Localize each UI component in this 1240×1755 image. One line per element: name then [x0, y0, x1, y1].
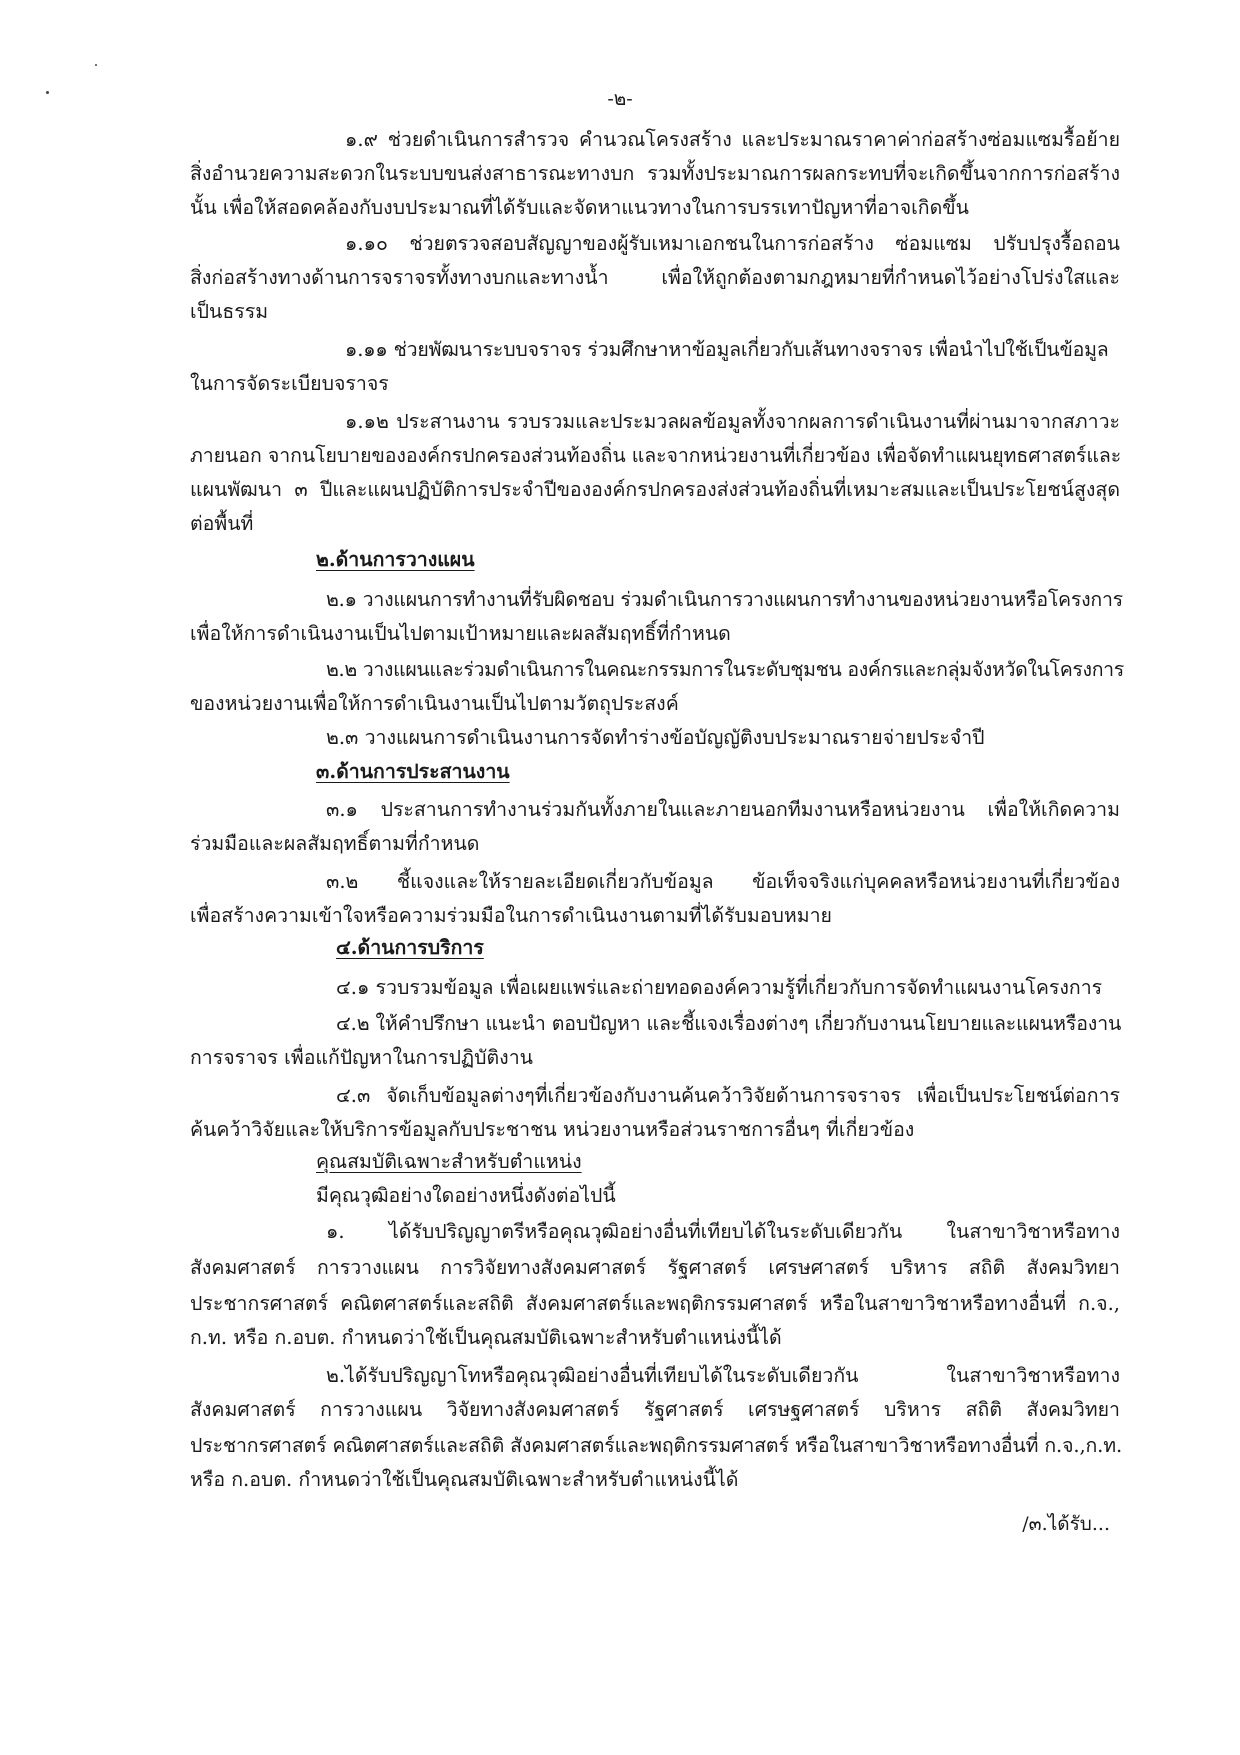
paragraph-line: สิ่งก่อสร้างทางด้านการจราจรทั้งทางบกและทางน้ำ เพื่อให้ถูกต้องตามกฎหมายที่กำหนดไว้อย่างโปร่งใสและ	[190, 266, 1120, 289]
paragraph-line: สังคมศาสตร์ การวางแผน วิจัยทางสังคมศาสตร์ รัฐศาสตร์ เศรษฐศาสตร์ บริหาร สถิติ สังคมวิทยา	[190, 1398, 1120, 1421]
paragraph-line: เพื่อสร้างความเข้าใจหรือความร่วมมือในการดำเนินงานตามที่ได้รับมอบหมาย	[190, 904, 832, 927]
paragraph-line: ต่อพื้นที่	[190, 512, 254, 535]
paragraph-line: ๔.๓ จัดเก็บข้อมูลต่างๆที่เกี่ยวข้องกับงานค้นคว้าวิจัยด้านการจราจร เพื่อเป็นประโยชน์ต่อการ	[336, 1084, 1120, 1107]
paragraph-line: ในการจัดระเบียบจราจร	[190, 372, 389, 395]
paragraph-line: ๑.๑๐ ช่วยตรวจสอบสัญญาของผู้รับเหมาเอกชนในการก่อสร้าง ซ่อมแซม ปรับปรุงรื้อถอน	[345, 232, 1120, 255]
paragraph-line: ค้นคว้าวิจัยและให้บริการข้อมูลกับประชาชน หน่วยงานหรือส่วนราชการอื่นๆ ที่เกี่ยวข้อง	[190, 1118, 915, 1141]
continuation-note: /๓.ได้รับ...	[1022, 1513, 1110, 1535]
paragraph-line: หรือ ก.อบต. กำหนดว่าใช้เป็นคุณสมบัติเฉพาะสำหรับตำแหน่งนี้ได้	[190, 1468, 739, 1491]
paragraph-line: ๒.๒ วางแผนและร่วมดำเนินการในคณะกรรมการในระดับชุมชน องค์กรและกลุ่มจังหวัดในโครงการ	[326, 658, 1124, 681]
paragraph-line: ของหน่วยงานเพื่อให้การดำเนินงานเป็นไปตามวัตถุประสงค์	[190, 692, 679, 715]
paragraph-line: การจราจร เพื่อแก้ปัญหาในการปฏิบัติงาน	[190, 1046, 533, 1069]
section-heading: ๔.ด้านการบริการ	[336, 936, 484, 959]
paragraph-line: เพื่อให้การดำเนินงานเป็นไปตามเป้าหมายและผลสัมฤทธิ์ที่กำหนด	[190, 622, 731, 645]
paragraph-line: ๔.๒ ให้คำปรึกษา แนะนำ ตอบปัญหา และชี้แจงเรื่องต่างๆ เกี่ยวกับงานนโยบายและแผนหรืองาน	[336, 1012, 1122, 1035]
paragraph-line: ๒.๓ วางแผนการดำเนินงานการจัดทำร่างข้อบัญญัติงบประมาณรายจ่ายประจำปี	[326, 726, 985, 749]
paragraph-line: ๑.๑๒ ประสานงาน รวบรวมและประมวลผลข้อมูลทั้งจากผลการดำเนินงานที่ผ่านมาจากสภาวะ	[345, 410, 1120, 433]
paragraph-line: เป็นธรรม	[190, 300, 269, 323]
paragraph-line: ๑.๑๑ ช่วยพัฒนาระบบจราจร ร่วมศึกษาหาข้อมูลเกี่ยวกับเส้นทางจราจร เพื่อนำไปใช้เป็นข้อมูล	[345, 338, 1109, 361]
paragraph-line: ๓.๒ ชี้แจงและให้รายละเอียดเกี่ยวกับข้อมูล ข้อเท็จจริงแก่บุคคลหรือหน่วยงานที่เกี่ยวข้อง	[326, 870, 1120, 893]
paragraph-line: ประชากรศาสตร์ คณิตศาสตร์และสถิติ สังคมศาสตร์และพฤติกรรมศาสตร์ หรือในสาขาวิชาหรือทางอื่นที่ ก.จ.,ก.ท.	[190, 1434, 1122, 1457]
paragraph-line: นั้น เพื่อให้สอดคล้องกับงบประมาณที่ได้รับและจัดหาแนวทางในการบรรเทาปัญหาที่อาจเกิดขึ้น	[190, 196, 969, 219]
paragraph-line: มีคุณวุฒิอย่างใดอย่างหนึ่งดังต่อไปนี้	[316, 1184, 616, 1207]
paragraph-line: ร่วมมือและผลสัมฤทธิ์ตามที่กำหนด	[190, 832, 480, 855]
qualifications-heading: คุณสมบัติเฉพาะสำหรับตำแหน่ง	[316, 1150, 582, 1173]
paragraph-line: ประชากรศาสตร์ คณิตศาสตร์และสถิติ สังคมศาสตร์และพฤติกรรมศาสตร์ หรือในสาขาวิชาหรือทางอื่นที่ ก.จ.,	[190, 1292, 1120, 1315]
paragraph-line: ก.ท. หรือ ก.อบต. กำหนดว่าใช้เป็นคุณสมบัติเฉพาะสำหรับตำแหน่งนี้ได้	[190, 1326, 782, 1349]
paragraph-line: ๔.๑ รวบรวมข้อมูล เพื่อเผยแพร่และถ่ายทอดองค์ความรู้ที่เกี่ยวกับการจัดทำแผนงานโครงการ	[336, 976, 1103, 999]
paragraph-line: ๒.ได้รับปริญญาโทหรือคุณวุฒิอย่างอื่นที่เทียบได้ในระดับเดียวกัน ในสาขาวิชาหรือทาง	[326, 1364, 1120, 1387]
paragraph-line: ๒.๑ วางแผนการทำงานที่รับผิดชอบ ร่วมดำเนินการวางแผนการทำงานของหน่วยงานหรือโครงการ	[326, 588, 1123, 611]
section-heading: ๒.ด้านการวางแผน	[316, 548, 475, 571]
paragraph-line: ภายนอก จากนโยบายขององค์กรปกครองส่วนท้องถิ่น และจากหน่วยงานที่เกี่ยวข้อง เพื่อจัดทำแผนยุทธศาสตร์และ	[190, 444, 1122, 467]
page-number: -๒-	[607, 88, 633, 110]
section-heading: ๓.ด้านการประสานงาน	[316, 760, 510, 783]
paragraph-line: ๓.๑ ประสานการทำงานร่วมกันทั้งภายในและภายนอกทีมงานหรือหน่วยงาน เพื่อให้เกิดความ	[326, 798, 1120, 821]
paragraph-line: สังคมศาสตร์ การวางแผน การวิจัยทางสังคมศาสตร์ รัฐศาสตร์ เศรษศาสตร์ บริหาร สถิติ สังคมวิทยา	[190, 1256, 1120, 1279]
paragraph-line: แผนพัฒนา ๓ ปีและแผนปฏิบัติการประจำปีขององค์กรปกครองส่งส่วนท้องถิ่นที่เหมาะสมและเป็นประโยชน์สูงสุด	[190, 478, 1120, 501]
paragraph-line: สิ่งอำนวยความสะดวกในระบบขนส่งสาธารณะทางบก รวมทั้งประมาณการผลกระทบที่จะเกิดขึ้นจากการก่อสร้าง	[190, 162, 1120, 185]
scan-speck	[95, 64, 97, 66]
paragraph-line: ๑. ได้รับปริญญาตรีหรือคุณวุฒิอย่างอื่นที่เทียบได้ในระดับเดียวกัน ในสาขาวิชาหรือทาง	[326, 1220, 1120, 1243]
paragraph-line: ๑.๙ ช่วยดำเนินการสำรวจ คำนวณโครงสร้าง และประมาณราคาค่าก่อสร้างซ่อมแซมรื้อย้าย	[345, 128, 1120, 151]
